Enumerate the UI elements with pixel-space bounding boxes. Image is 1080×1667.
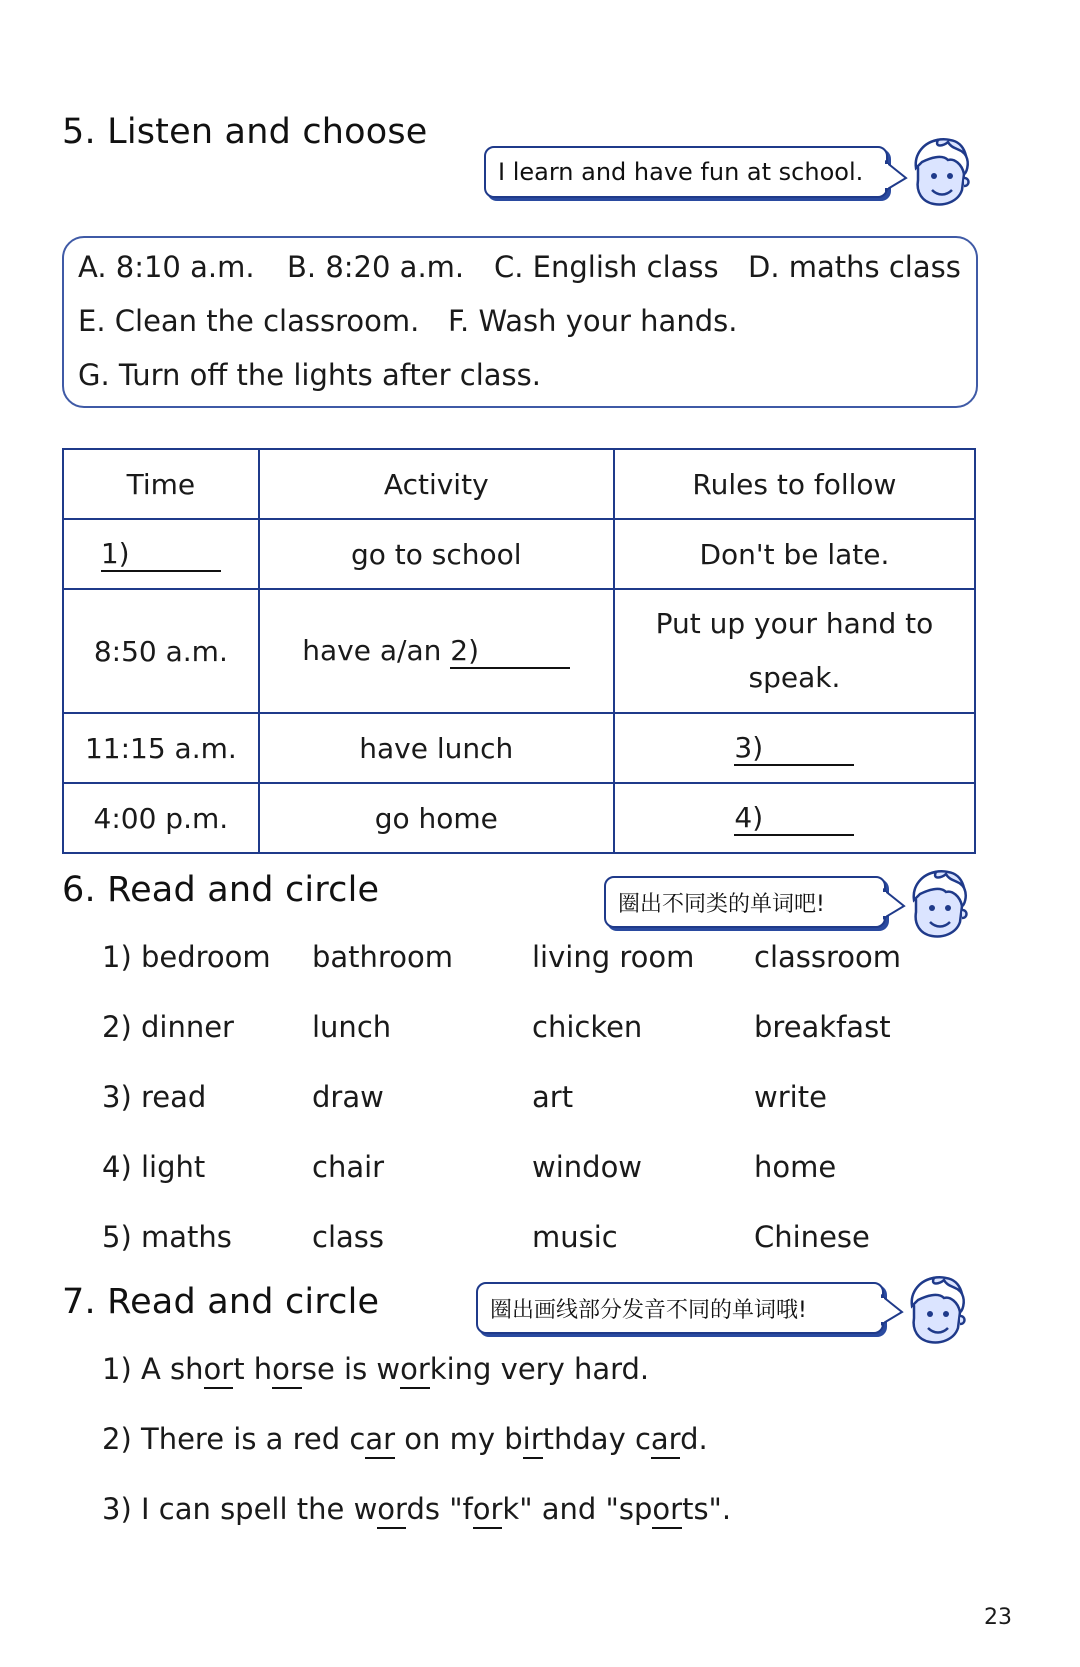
text: ds "f <box>406 1492 473 1526</box>
rule-cell <box>614 589 975 713</box>
speech-bubble-5 <box>484 146 888 198</box>
speech-bubble-text: 圈出不同类的单词吧! <box>618 891 825 917</box>
speech-bubble-text: 圈出画线部分发音不同的单词哦! <box>490 1297 807 1323</box>
rule-line-2: speak. <box>748 661 841 694</box>
option-b: B. 8:20 a.m. <box>287 250 465 284</box>
word[interactable]: classroom <box>754 940 902 974</box>
option-g: G. Turn off the lights after class. <box>78 358 541 392</box>
time-cell <box>63 519 259 589</box>
word[interactable]: chair <box>312 1150 385 1184</box>
option-c: C. English class <box>494 250 719 284</box>
rule-line-1: Put up your hand to <box>655 607 934 640</box>
sentence-2 <box>102 1422 708 1456</box>
text: d. <box>680 1422 708 1456</box>
word[interactable]: art <box>532 1080 574 1114</box>
underlined-letters: or <box>272 1352 302 1389</box>
text: 1) A sh <box>102 1352 204 1386</box>
text: ts". <box>682 1492 732 1526</box>
word[interactable]: 1) bedroom <box>102 940 271 974</box>
word[interactable]: 4) light <box>102 1150 206 1184</box>
underlined-letters: or <box>377 1492 406 1529</box>
underlined-letters: or <box>473 1492 503 1529</box>
time-cell: 4:00 p.m. <box>63 783 259 853</box>
boy-face-icon <box>904 134 974 210</box>
answer-blank-4[interactable]: 4) <box>734 801 854 836</box>
speech-bubble-7 <box>476 1282 884 1334</box>
page-number: 23 <box>984 1605 1012 1630</box>
activity-cell: go home <box>259 783 614 853</box>
underlined-letters: ar <box>365 1422 395 1459</box>
time-cell: 8:50 a.m. <box>63 589 259 713</box>
text: 3) I can spell the w <box>102 1492 378 1526</box>
word[interactable]: living room <box>532 940 695 974</box>
word[interactable]: music <box>532 1220 618 1254</box>
word[interactable]: breakfast <box>754 1010 891 1044</box>
text: t h <box>233 1352 273 1386</box>
word[interactable]: class <box>312 1220 384 1254</box>
sentence-1 <box>102 1352 649 1386</box>
underlined-letters: or <box>652 1492 682 1529</box>
boy-face-icon <box>900 1272 970 1348</box>
activity-cell: have lunch <box>259 713 614 783</box>
word[interactable]: write <box>754 1080 827 1114</box>
table-row <box>63 519 975 589</box>
word[interactable]: draw <box>312 1080 384 1114</box>
word[interactable]: chicken <box>532 1010 643 1044</box>
schedule-table <box>62 448 976 854</box>
activity-cell <box>259 589 614 713</box>
table-row <box>63 783 975 853</box>
text: thday c <box>542 1422 651 1456</box>
answer-blank-1[interactable]: 1) <box>101 537 221 572</box>
text: king very hard. <box>429 1352 650 1386</box>
header-time: Time <box>63 449 259 519</box>
speech-bubble-6 <box>604 876 886 928</box>
answer-blank-2[interactable]: 2) <box>450 634 570 669</box>
word[interactable]: 5) maths <box>102 1220 232 1254</box>
section-6-title: 6. Read and circle <box>62 870 380 910</box>
word[interactable]: Chinese <box>754 1220 870 1254</box>
option-a: A. 8:10 a.m. <box>78 250 255 284</box>
word[interactable]: 2) dinner <box>102 1010 234 1044</box>
option-d: D. maths class <box>748 250 961 284</box>
section-5-title: 5. Listen and choose <box>62 112 428 152</box>
word[interactable]: 3) read <box>102 1080 207 1114</box>
rule-cell <box>614 783 975 853</box>
underlined-letters: or <box>204 1352 234 1389</box>
word[interactable]: bathroom <box>312 940 453 974</box>
table-header-row <box>63 449 975 519</box>
option-f: F. Wash your hands. <box>448 304 738 338</box>
table-row <box>63 589 975 713</box>
answer-blank-3[interactable]: 3) <box>734 731 854 766</box>
word[interactable]: lunch <box>312 1010 392 1044</box>
text: se is w <box>301 1352 401 1386</box>
time-cell: 11:15 a.m. <box>63 713 259 783</box>
speech-bubble-text: I learn and have fun at school. <box>498 158 864 186</box>
underlined-letters: ir <box>523 1422 543 1459</box>
underlined-letters: or <box>400 1352 430 1389</box>
underlined-letters: ar <box>651 1422 680 1459</box>
header-activity: Activity <box>259 449 614 519</box>
sentence-3 <box>102 1492 731 1526</box>
table-row <box>63 713 975 783</box>
section-7-title: 7. Read and circle <box>62 1282 380 1322</box>
rule-cell <box>614 713 975 783</box>
word[interactable]: window <box>532 1150 643 1184</box>
rule-cell: Don't be late. <box>614 519 975 589</box>
boy-face-icon <box>902 866 972 942</box>
text: 2) There is a red c <box>102 1422 366 1456</box>
text: k" and "sp <box>502 1492 653 1526</box>
option-e: E. Clean the classroom. <box>78 304 420 338</box>
activity-text: have a/an <box>302 633 442 667</box>
word[interactable]: home <box>754 1150 837 1184</box>
text: on my b <box>395 1422 523 1456</box>
activity-cell: go to school <box>259 519 614 589</box>
header-rules: Rules to follow <box>614 449 975 519</box>
